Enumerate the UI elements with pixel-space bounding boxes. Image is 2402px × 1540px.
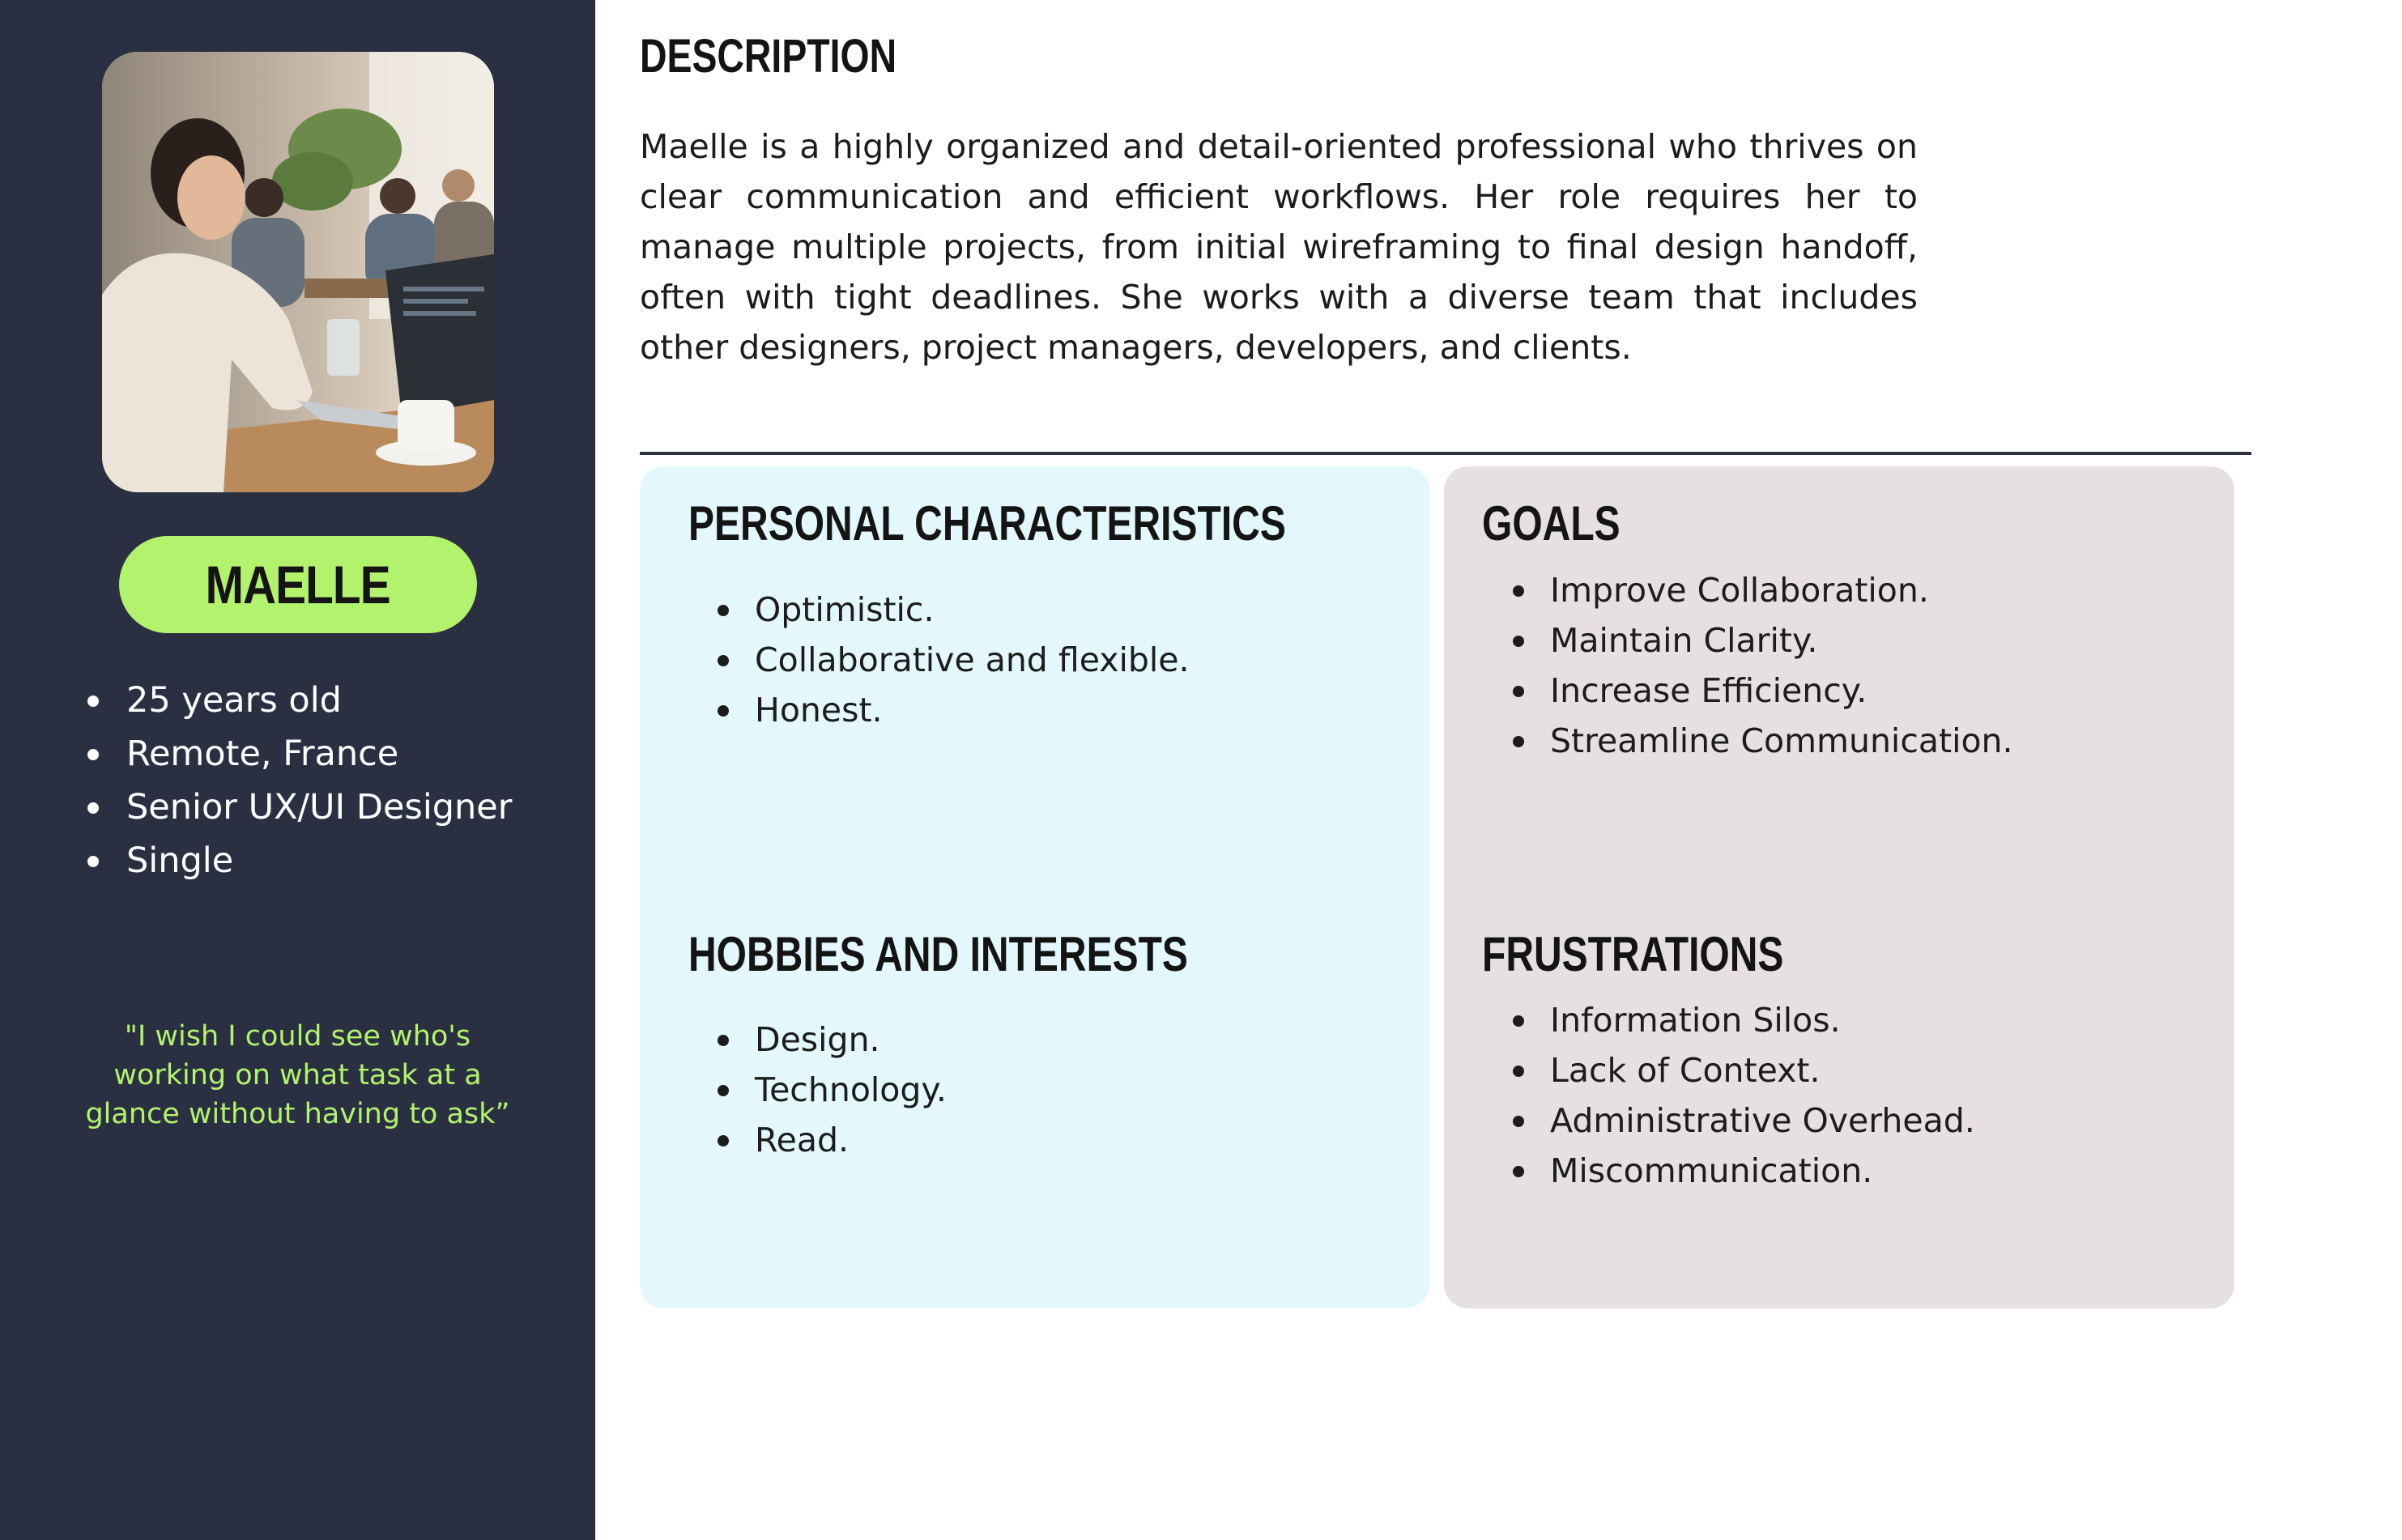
list-item: Information Silos.	[1513, 995, 1975, 1045]
list-item: Streamline Communication.	[1513, 716, 2013, 766]
fact-location: Remote, France	[87, 727, 512, 781]
list-item: Optimistic.	[718, 585, 1190, 635]
fact-role: Senior UX/UI Designer	[87, 781, 512, 834]
goals-list	[1513, 565, 2013, 766]
list-item: Read.	[718, 1115, 947, 1165]
persona-quote	[77, 1017, 518, 1134]
goals-title: GOALS	[1482, 496, 1620, 551]
profile-photo	[102, 52, 494, 492]
personal-characteristics-title: PERSONAL CHARACTERISTICS	[688, 496, 1286, 551]
quote-line: working on what task at a	[113, 1059, 482, 1091]
profile-facts-list	[87, 674, 512, 887]
list-item: Maintain Clarity.	[1513, 615, 2013, 666]
frustrations-list	[1513, 995, 1975, 1196]
persona-name: MAELLE	[205, 555, 391, 615]
list-item: Design.	[718, 1015, 947, 1065]
list-item: Collaborative and flexible.	[718, 635, 1190, 685]
quote-line: "I wish I could see who's	[124, 1020, 471, 1053]
list-item: Administrative Overhead.	[1513, 1095, 1975, 1146]
hobbies-title: HOBBIES AND INTERESTS	[688, 927, 1188, 981]
list-item: Miscommunication.	[1513, 1146, 1975, 1196]
person-at-laptop-photo-icon	[102, 52, 494, 492]
list-item: Lack of Context.	[1513, 1045, 1975, 1095]
name-badge	[119, 536, 477, 633]
list-item: Honest.	[718, 685, 1190, 735]
description-text: Maelle is a highly organized and detail-oriented professional who thrives on clear communication and efficient workflows. Her role requires her to manage multiple projects, from initial wireframing to final design handoff, often with tight deadlines. She works with a diverse team that includes other designers, project managers, developers, and clients.	[640, 127, 1918, 367]
list-item: Technology.	[718, 1065, 947, 1115]
list-item: Increase Efficiency.	[1513, 666, 2013, 716]
hobbies-list	[718, 1015, 947, 1165]
list-item: Improve Collaboration.	[1513, 565, 2013, 615]
profile-sidebar	[0, 0, 595, 1540]
fact-status: Single	[87, 834, 512, 887]
description-title: DESCRIPTION	[640, 30, 897, 83]
personal-characteristics-list	[718, 585, 1190, 735]
frustrations-title: FRUSTRATIONS	[1482, 927, 1784, 981]
fact-age: 25 years old	[87, 674, 512, 727]
quote-line: glance without having to ask”	[85, 1098, 510, 1130]
section-divider	[640, 452, 2251, 455]
